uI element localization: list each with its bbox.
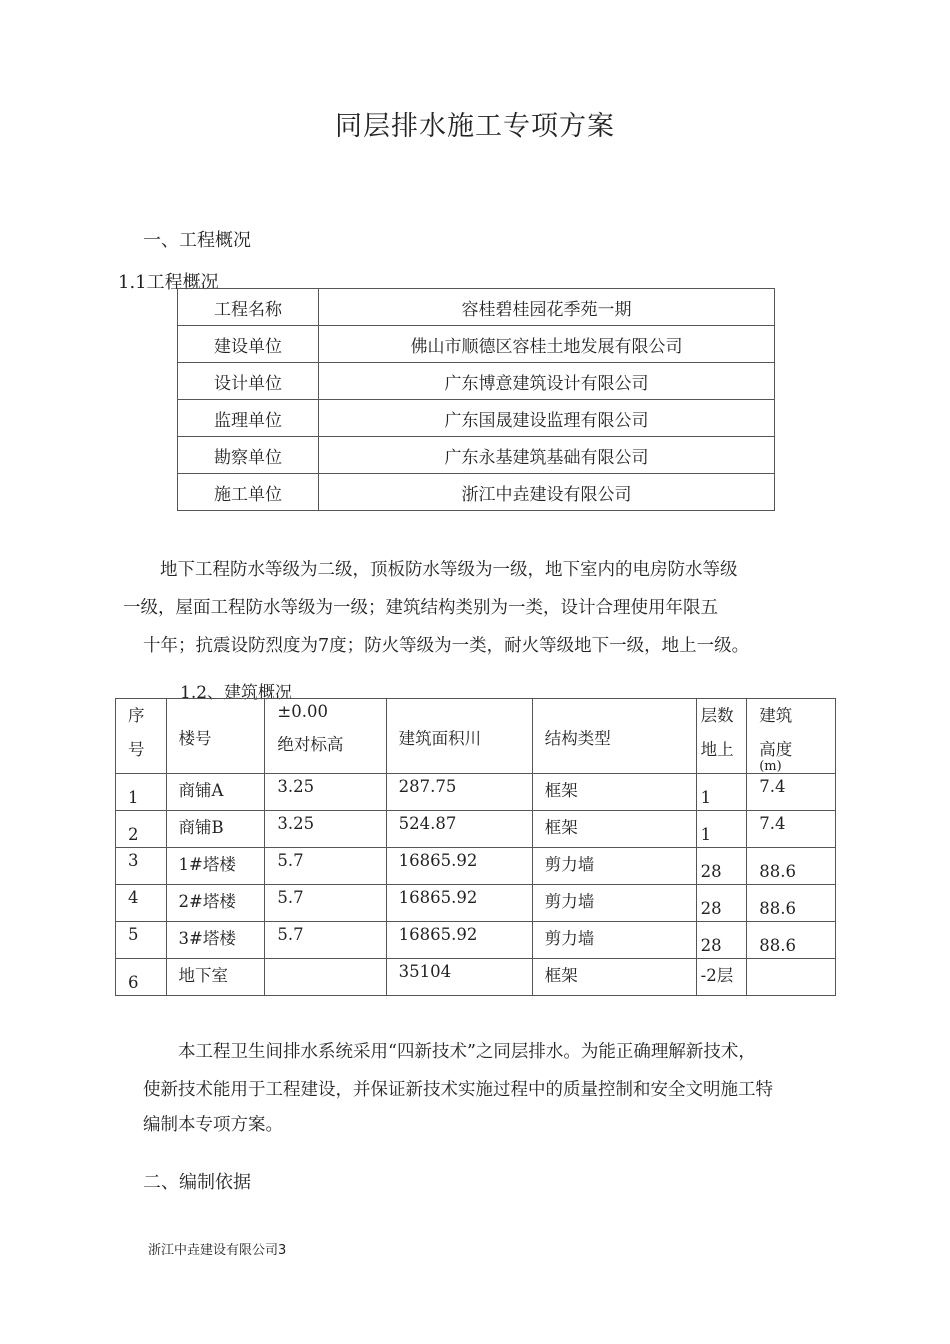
table-row bbox=[116, 811, 836, 848]
info-key: 设计单位 bbox=[178, 363, 319, 400]
page-footer: 浙江中垚建设有限公司3 bbox=[148, 1243, 287, 1258]
header-structure: 结构类型 bbox=[532, 699, 696, 774]
info-value: 佛山市顺德区容桂土地发展有限公司 bbox=[319, 326, 775, 363]
cell-name: 商铺A bbox=[166, 774, 265, 811]
cell-elevation: 3.25 bbox=[265, 811, 386, 848]
cell-no: 2 bbox=[116, 811, 167, 848]
info-key: 工程名称 bbox=[178, 289, 319, 326]
table-row bbox=[116, 922, 836, 959]
info-value: 广东国晟建设监理有限公司 bbox=[319, 400, 775, 437]
cell-structure: 框架 bbox=[532, 811, 696, 848]
table-row bbox=[116, 848, 836, 885]
cell-height: 88.6 bbox=[747, 848, 836, 885]
cell-elevation: 5.7 bbox=[265, 922, 386, 959]
info-key: 施工单位 bbox=[178, 474, 319, 511]
info-value: 浙江中垚建设有限公司 bbox=[319, 474, 775, 511]
cell-name: 商铺B bbox=[166, 811, 265, 848]
table-row bbox=[178, 326, 775, 363]
subsection-heading-1-2: 1.2、建筑概况 bbox=[180, 683, 293, 703]
cell-elevation: 5.7 bbox=[265, 848, 386, 885]
cell-no: 4 bbox=[116, 885, 167, 922]
cell-area: 524.87 bbox=[386, 811, 532, 848]
info-key: 勘察单位 bbox=[178, 437, 319, 474]
cell-no: 5 bbox=[116, 922, 167, 959]
cell-floors: 1 bbox=[696, 811, 747, 848]
cell-elevation bbox=[265, 959, 386, 996]
table-row bbox=[116, 885, 836, 922]
cell-floors: 1 bbox=[696, 774, 747, 811]
cell-elevation: 3.25 bbox=[265, 774, 386, 811]
cell-height: 88.6 bbox=[747, 922, 836, 959]
cell-no: 6 bbox=[116, 959, 167, 996]
cell-height bbox=[747, 959, 836, 996]
paragraph-line: 使新技术能用于工程建设，并保证新技术实施过程中的质量控制和安全文明施工特 bbox=[143, 1080, 773, 1100]
cell-area: 35104 bbox=[386, 959, 532, 996]
project-info-table bbox=[177, 288, 775, 511]
info-key: 建设单位 bbox=[178, 326, 319, 363]
cell-floors: 28 bbox=[696, 885, 747, 922]
header-elevation: ±0.00 绝对标高 bbox=[265, 699, 386, 774]
table-row bbox=[116, 959, 836, 996]
paragraph-line: 地下工程防水等级为二级，顶板防水等级为一级，地下室内的电房防水等级 bbox=[160, 560, 738, 580]
cell-floors: 28 bbox=[696, 922, 747, 959]
page-title: 同层排水施工专项方案 bbox=[335, 111, 615, 142]
header-name: 楼号 bbox=[166, 699, 265, 774]
section-heading-overview: 一、工程概况 bbox=[143, 230, 251, 251]
table-row bbox=[178, 289, 775, 326]
cell-name: 3#塔楼 bbox=[166, 922, 265, 959]
cell-no: 1 bbox=[116, 774, 167, 811]
cell-structure: 剪力墙 bbox=[532, 848, 696, 885]
info-value: 容桂碧桂园花季苑一期 bbox=[319, 289, 775, 326]
table-row bbox=[178, 437, 775, 474]
cell-area: 16865.92 bbox=[386, 885, 532, 922]
table-row bbox=[178, 363, 775, 400]
table-row bbox=[116, 774, 836, 811]
cell-area: 16865.92 bbox=[386, 922, 532, 959]
cell-height: 7.4 bbox=[747, 774, 836, 811]
info-value: 广东博意建筑设计有限公司 bbox=[319, 363, 775, 400]
header-height: 建筑 高度 (m) bbox=[747, 699, 836, 774]
cell-structure: 框架 bbox=[532, 774, 696, 811]
header-floors: 层数 地上 bbox=[696, 699, 747, 774]
header-area: 建筑面积川 bbox=[386, 699, 532, 774]
info-value: 广东永基建筑基础有限公司 bbox=[319, 437, 775, 474]
cell-no: 3 bbox=[116, 848, 167, 885]
cell-floors: -2层 bbox=[696, 959, 747, 996]
cell-name: 2#塔楼 bbox=[166, 885, 265, 922]
info-key: 监理单位 bbox=[178, 400, 319, 437]
cell-name: 1#塔楼 bbox=[166, 848, 265, 885]
table-row bbox=[178, 400, 775, 437]
cell-height: 7.4 bbox=[747, 811, 836, 848]
header-no: 序 号 bbox=[116, 699, 167, 774]
paragraph-line: 本工程卫生间排水系统采用“四新技术”之同层排水。为能正确理解新技术， bbox=[178, 1042, 756, 1062]
cell-area: 287.75 bbox=[386, 774, 532, 811]
cell-structure: 剪力墙 bbox=[532, 922, 696, 959]
table-header-row bbox=[116, 699, 836, 774]
paragraph-line: 十年；抗震设防烈度为7度；防火等级为一类，耐火等级地下一级，地上一级。 bbox=[143, 636, 750, 656]
cell-height: 88.6 bbox=[747, 885, 836, 922]
cell-structure: 剪力墙 bbox=[532, 885, 696, 922]
paragraph-line: 一级，屋面工程防水等级为一级；建筑结构类别为一类，设计合理使用年限五 bbox=[123, 598, 718, 618]
subsection-heading-1-1: 1.1工程概况 bbox=[118, 272, 219, 293]
cell-area: 16865.92 bbox=[386, 848, 532, 885]
building-overview-table bbox=[115, 698, 836, 996]
paragraph-line: 编制本专项方案。 bbox=[143, 1115, 283, 1135]
cell-elevation: 5.7 bbox=[265, 885, 386, 922]
cell-name: 地下室 bbox=[166, 959, 265, 996]
table-row bbox=[178, 474, 775, 511]
section-heading-basis: 二、编制依据 bbox=[143, 1172, 251, 1193]
cell-floors: 28 bbox=[696, 848, 747, 885]
cell-structure: 框架 bbox=[532, 959, 696, 996]
